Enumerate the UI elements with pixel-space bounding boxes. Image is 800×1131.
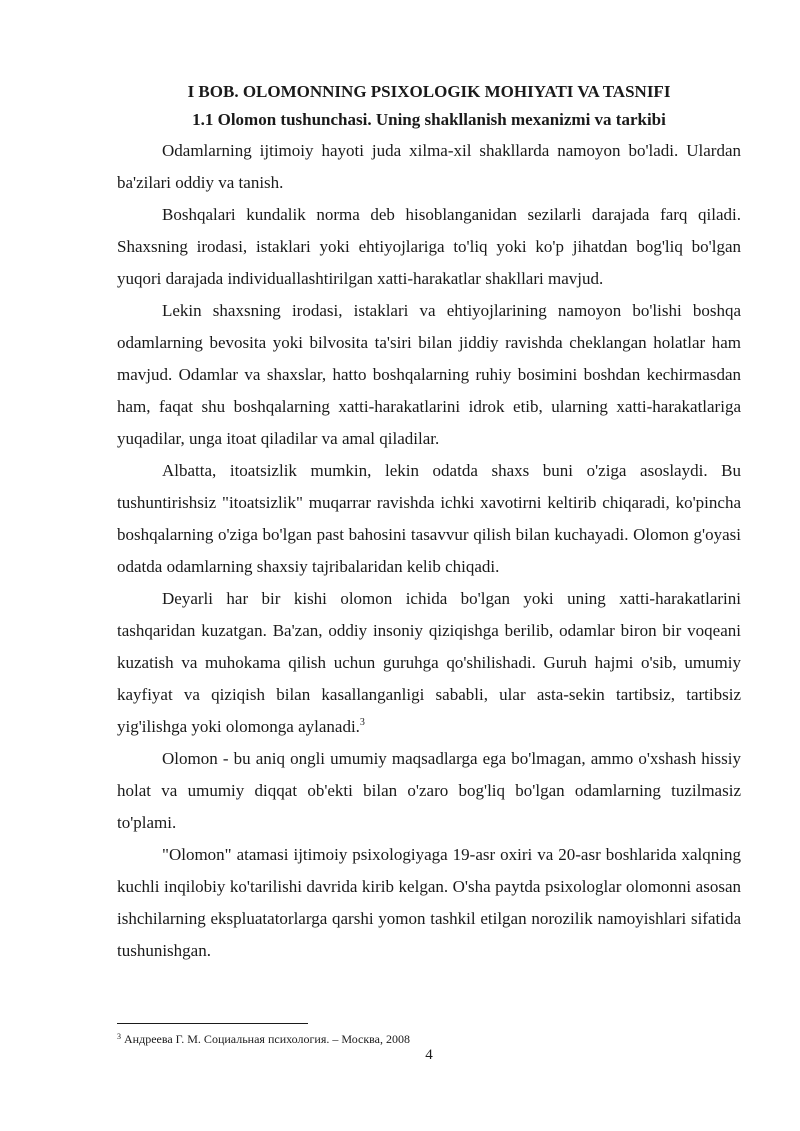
footnote (117, 1032, 410, 1046)
paragraph-with-footnote (117, 583, 741, 743)
section-title: 1.1 Olomon tushunchasi. Uning shakllanish mexanizmi va tarkibi (192, 110, 666, 129)
footnote-number: 3 (117, 1032, 121, 1041)
paragraph-text: Deyarli har bir kishi olomon ichida bo'lgan yoki uning xatti-harakatlarini tashqaridan kuzatgan. Ba'zan, oddiy insoniy qiziqishga berilib, odamlar biron bir voqeani kuzatish va muhokama qilish uchun guruhga qo'shilishadi. Guruh hajmi o'sib, umumiy kayfiyat va qiziqish bilan kasallanganligi sababli, ular asta-sekin tartibsiz, tartibsiz yig'ilishga yoki olomonga aylanadi. (117, 589, 741, 736)
paragraph: Lekin shaxsning irodasi, istaklari va ehtiyojlarining namoyon bo'lishi boshqa odamlarning bevosita yoki bilvosita ta'siri bilan jiddiy ravishda cheklangan holatlar ham mavjud. Odamlar va shaxslar, hatto boshqalarning ruhiy bosimini boshdan kechirmasdan ham, faqat shu boshqalarning xatti-harakatlarini idrok etib, ularning xatti-harakatlariga yuqadilar, unga itoat qiladilar va amal qiladilar. (117, 301, 741, 448)
paragraph: Odamlarning ijtimoiy hayoti juda xilma-xil shakllarda namoyon bo'ladi. Ulardan ba'zilari oddiy va tanish. (117, 141, 741, 192)
page-body (117, 78, 741, 967)
paragraph: Albatta, itoatsizlik mumkin, lekin odatda shaxs buni o'ziga asoslaydi. Bu tushuntirishsiz "itoatsizlik" muqarrar ravishda ichki xavotirni keltirib chiqaradi, ko'pincha boshqalarning o'ziga bo'lgan past bahosini tasavvur qilish bilan kuchayadi. Olomon g'oyasi odatda odamlarning shaxsiy tajribalaridan kelib chiqadi. (117, 461, 741, 576)
paragraph: Olomon - bu aniq ongli umumiy maqsadlarga ega bo'lmagan, ammo o'xshash hissiy holat va umumiy diqqat ob'ekti bilan o'zaro bog'liq bo'lgan odamlarning tuzilmasiz to'plami. (117, 749, 741, 832)
footnote-reference[interactable]: 3 (359, 717, 365, 728)
page-number: 4 (425, 1047, 433, 1063)
paragraph: "Olomon" atamasi ijtimoiy psixologiyaga 19-asr oxiri va 20-asr boshlarida xalqning kuchli inqilobiy ko'tarilishi davrida kirib kelgan. O'sha paytda psixologlar olomonni asosan ishchilarning ekspluatatorlarga qarshi yomon tashkil etilgan norozilik namoyishlari sifatida tushunishgan. (117, 845, 741, 960)
chapter-title: I BOB. OLOMONNING PSIXOLOGIK MOHIYATI VA TASNIFI (187, 82, 671, 101)
footnote-text: Андреева Г. М. Социальная психология. – Москва, 2008 (124, 1032, 411, 1046)
paragraph: Boshqalari kundalik norma deb hisoblanganidan sezilarli darajada farq qiladi. Shaxsning irodasi, istaklari yoki ehtiyojlariga to'liq yoki ko'p jihatdan bog'liq bo'lgan yuqori darajada individuallashtirilgan xatti-harakatlar shakllari mavjud. (117, 205, 741, 288)
footnote-divider (117, 1023, 308, 1024)
